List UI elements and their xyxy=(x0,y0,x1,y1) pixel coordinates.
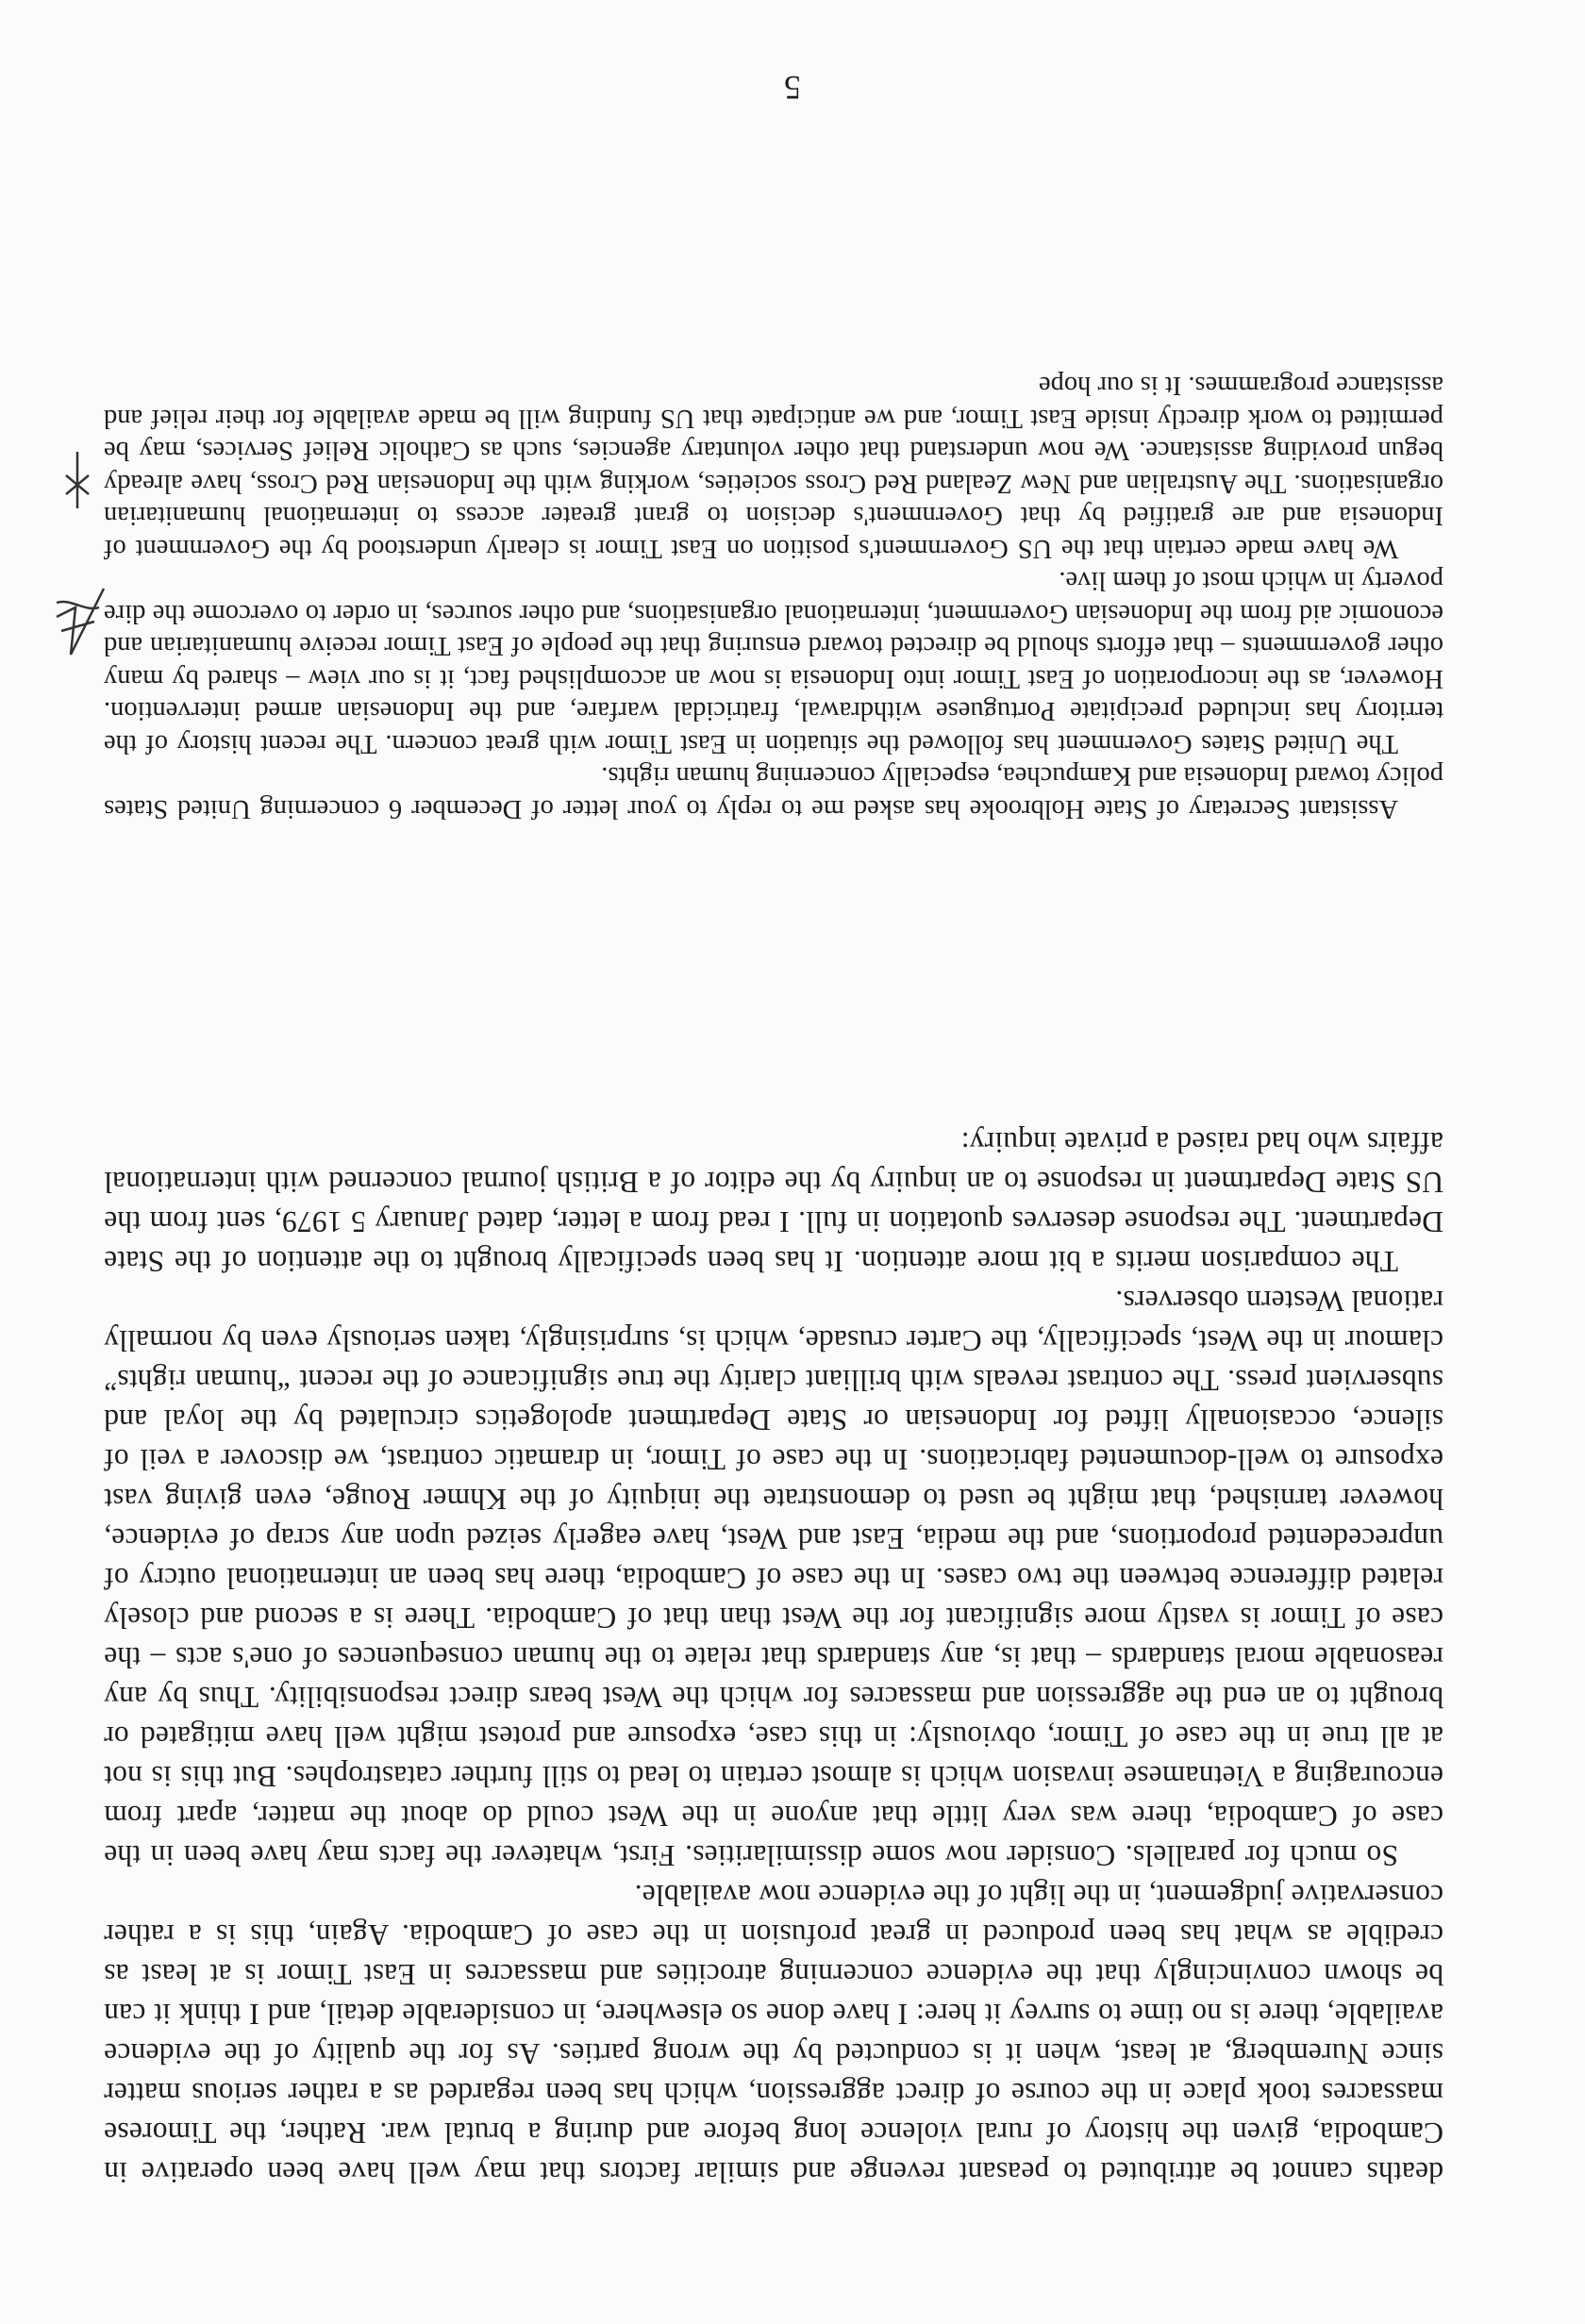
quoted-letter xyxy=(104,369,1443,824)
paragraph: deaths cannot be attributed to peasant revenge and similar factors that may well have been operative in Cambodia, given the history of rural violence long before and during a brutal war. Rather, the Timorese massacres took place in the course of direct aggression, which has been regarded as a rather serious matter since Nuremberg, at least, when it is conducted by the wrong parties. As for the quality of the evidence available, there is no time to survey it here: I have done so elsewhere, in considerable detail, and I think it can be shown convincingly that the evidence concerning atrocities and massacres in East Timor is at least as credible as what has been produced in great profusion in the case of Cambodia. Again, this is a rather conservative judgement, in the light of the evidence now available. xyxy=(104,1879,1443,2189)
body-text xyxy=(104,1122,1443,2192)
paragraph: The comparison merits a bit more attention. It has been specifically brought to the attention of the State Department. The response deserves quotation in full. I read from a letter, dated January 5 1979, sent from the US State Department in response to an inquiry by the editor of a British journal concerned with international affairs who had raised a private inquiry: xyxy=(104,1126,1443,1278)
handwritten-mark-icon xyxy=(58,447,96,513)
quote-paragraph: Assistant Secretary of State Holbrooke has asked me to reply to your letter of December 6 concerning United States policy toward Indonesia and Kampuchea, especially concerning human rights. xyxy=(104,761,1443,823)
handwritten-initials-icon xyxy=(47,579,113,664)
quote-paragraph: The United States Government has followed the situation in East Timor with great concern. The recent history of the territory has included precipitate Portuguese withdrawal, fratricidal warfare, and the Indonesian armed intervention. However, as the incorporation of East Timor into Indonesia is now an accomplished fact, it is our view – shared by many other governments – that efforts should be directed toward ensuring that the people of East Timor receive humanitarian and economic aid from the Indonesian Government, international organisations, and other sources, in order to overcome the dire poverty in which most of them live. xyxy=(104,566,1443,758)
quote-paragraph: We have made certain that the US Government's position on East Timor is clearly understood by the Government of Indonesia and are gratified by that Government's decision to grant greater access to international humanitarian organisations. The Australian and New Zealand Red Cross societies, working with the Indonesian Red Cross, have already begun providing assistance. We now understand that other voluntary agencies, such as Catholic Relief Services, may be permitted to work directly inside East Timor, and we anticipate that US funding will be made available for their relief and assistance programmes. It is our hope xyxy=(104,371,1443,563)
page-number: 5 xyxy=(784,69,801,107)
paragraph: So much for parallels. Consider now some dissimilarities. First, whatever the facts may have been in the case of Cambodia, there was very little that anyone in the West could do about the matter, apart from encouraging a Vietnamese invasion which is almost certain to lead to still further catastrophes. But this is not at all true in the case of Timor, obviously: in this case, exposure and protest might well have mitigated or brought to an end the aggression and massacres for which the West bears direct responsibility. Thus by any reasonable moral standards – that is, any standards that relate to the human consequences of one's acts – the case of Timor is vastly more significant for the West than that of Cambodia. There is a second and closely related difference between the two cases. In the case of Cambodia, there has been an international outcry of unprecedented proportions, and the media, East and West, have eagerly seized upon any scrap of evidence, however tarnished, that might be used to demonstrate the iniquity of the Khmer Rouge, even giving vast exposure to well-documented fabrications. In the case of Timor, in dramatic contrast, we discover a veil of silence, occasionally lifted for Indonesian or State Department apologetics circulated by the loyal and subservient press. The contrast reveals with brilliant clarity the true significance of the recent “human rights” clamour in the West, specifically, the Carter crusade, which is, surprisingly, taken seriously even by normally rational Western observers. xyxy=(104,1285,1443,1872)
